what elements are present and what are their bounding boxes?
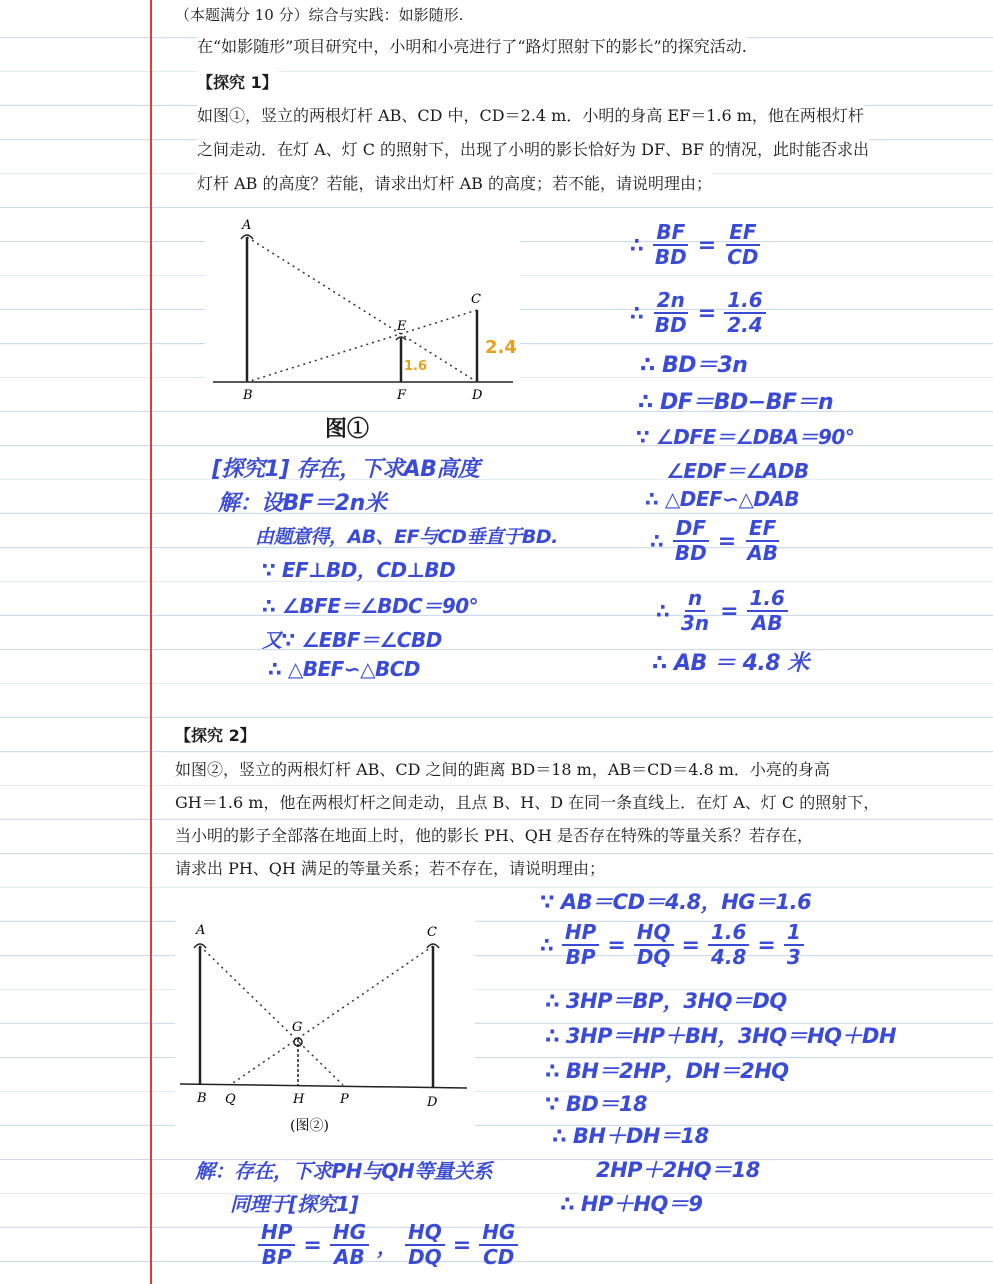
hw-p2-left-2: 同理于[探究1] <box>230 1192 359 1216</box>
ray-a-d <box>247 237 477 382</box>
figure-1-caption: 图① <box>325 416 370 442</box>
hw-p1-right-5: ∵ ∠DFE＝∠DBA＝90° <box>636 425 855 449</box>
hw-p1-left-1: [探究1] 存在，下求AB高度 <box>212 457 480 482</box>
label-c: C <box>427 925 437 940</box>
label-a: A <box>242 218 252 233</box>
figure-2-caption: (图②) <box>290 1118 329 1134</box>
part2-line-3: 当小明的影子全部落在地面上时，他的影长 PH、QH 是否存在特殊的等量关系？若存在， <box>175 823 813 846</box>
hw-p1-left-6: 又∵ ∠EBF＝∠CBD <box>262 628 442 652</box>
hw-p2-right-7: 2HP＋2HQ＝18 <box>596 1158 760 1182</box>
hw-p1-eq4: ∴ $\frac{n}{3n}$ = $\frac{1.6}{AB}$ <box>656 588 788 634</box>
hw-p2-right-2: ∴ 3HP＝BP，3HQ＝DQ <box>545 989 787 1013</box>
hw-p1-right-7: ∴ △DEF∽△DAB <box>645 487 800 511</box>
hw-p2-right-6: ∴ BH＋DH＝18 <box>552 1124 709 1148</box>
hw-p2-right-8: ∴ HP＋HQ＝9 <box>560 1192 703 1216</box>
part2-heading: 【探究 2】 <box>175 723 256 746</box>
label-d: D <box>427 1095 438 1110</box>
hw-p1-right-3: ∴ BD＝3n <box>640 353 748 378</box>
hw-p1-right-6: ∠EDF＝∠ADB <box>666 459 809 483</box>
hw-ef-length: 1.6 <box>404 359 428 374</box>
part1-line-1: 如图①，竖立的两根灯杆 AB、CD 中，CD＝2.4 m．小明的身高 EF＝1.6 m，他在两根灯杆 <box>197 103 864 126</box>
notebook-margin-line <box>150 0 152 1284</box>
part1-line-3: 灯杆 AB 的高度？若能，请求出灯杆 AB 的高度；若不能，请说明理由； <box>197 171 712 194</box>
hw-p1-left-2: 解：设BF＝2n米 <box>218 491 387 516</box>
ray-c-q <box>230 946 433 1085</box>
hw-p1-left-7: ∴ △BEF∽△BCD <box>268 657 420 681</box>
hw-p2-right-4: ∴ BH＝2HP，DH＝2HQ <box>545 1059 789 1083</box>
label-f: F <box>397 388 407 403</box>
hw-cd-length: 2.4 <box>485 337 517 358</box>
ground-line <box>180 1084 467 1088</box>
hw-p1-right-8: ∴ AB ＝ 4.8 米 <box>652 651 809 676</box>
hw-p1-right-4: ∴ DF＝BD−BF＝n <box>638 390 834 415</box>
label-d: D <box>472 388 483 403</box>
label-b: B <box>243 388 253 403</box>
part2-line-2: GH＝1.6 m，他在两根灯杆之间走动，且点 B、H、D 在同一条直线上．在灯 A、灯 C 的照射下， <box>175 790 879 813</box>
figure-2 <box>175 918 475 1143</box>
label-c: C <box>471 292 481 307</box>
part2-line-4: 请求出 PH、QH 满足的等量关系；若不存在，请说明理由； <box>175 856 605 879</box>
figure-1 <box>205 215 520 410</box>
label-p: P <box>340 1092 349 1107</box>
hw-p1-left-4: ∵ EF⊥BD，CD⊥BD <box>262 558 456 582</box>
problem-intro: 在“如影随形”项目研究中，小明和小亮进行了“路灯照射下的影长”的探究活动. <box>197 34 747 57</box>
hw-p1-eq2: ∴ $\frac{2n}{BD}$ = $\frac{1.6}{2.4}$ <box>630 290 766 336</box>
hw-p2-right-3: ∴ 3HP＝HP＋BH，3HQ＝HQ＋DH <box>545 1024 897 1048</box>
part1-heading: 【探究 1】 <box>197 70 278 93</box>
ray-a-p <box>200 946 343 1085</box>
label-a: A <box>196 923 206 938</box>
problem-title: （本题满分 10 分）综合与实践：如影随形. <box>175 6 464 24</box>
hw-p2-left-1: 解：存在，下求PH与QH等量关系 <box>195 1159 493 1183</box>
label-g: G <box>292 1020 303 1035</box>
label-e: E <box>397 319 407 334</box>
label-h: H <box>293 1092 305 1107</box>
hw-p1-eq3: ∴ $\frac{DF}{BD}$ = $\frac{EF}{AB}$ <box>650 516 778 565</box>
hw-p2-right-5: ∵ BD＝18 <box>545 1092 648 1116</box>
label-q: Q <box>225 1092 236 1107</box>
label-b: B <box>197 1091 207 1106</box>
hw-p2-eq1: ∴ $\frac{HP}{BP}$ = $\frac{HQ}{DQ}$ = $\frac{1.6}{4.8}$ = $\frac{1}{3}$ <box>540 922 804 968</box>
hw-p1-left-5: ∴ ∠BFE＝∠BDC＝90° <box>262 594 479 618</box>
hw-p1-left-3: 由题意得，AB、EF与CD垂直于BD. <box>255 526 558 548</box>
hw-p2-right-1: ∵ AB＝CD＝4.8，HG＝1.6 <box>540 890 812 914</box>
ray-c-b <box>247 310 477 382</box>
hw-p2-left-eq: $\frac{HP}{BP}$ = $\frac{HG}{AB}$ ， $\frac{HQ}{DQ}$ = $\frac{HG}{CD}$ <box>258 1222 518 1268</box>
hw-p1-eq1: ∴ $\frac{BF}{BD}$ = $\frac{EF}{CD}$ <box>630 220 759 269</box>
part2-line-1: 如图②，竖立的两根灯杆 AB、CD 之间的距离 BD＝18 m，AB＝CD＝4.8 m．小亮的身高 <box>175 757 830 780</box>
part1-line-2: 之间走动．在灯 A、灯 C 的照射下，出现了小明的影长恰好为 DF、BF 的情况，此时能否求出 <box>197 137 869 160</box>
